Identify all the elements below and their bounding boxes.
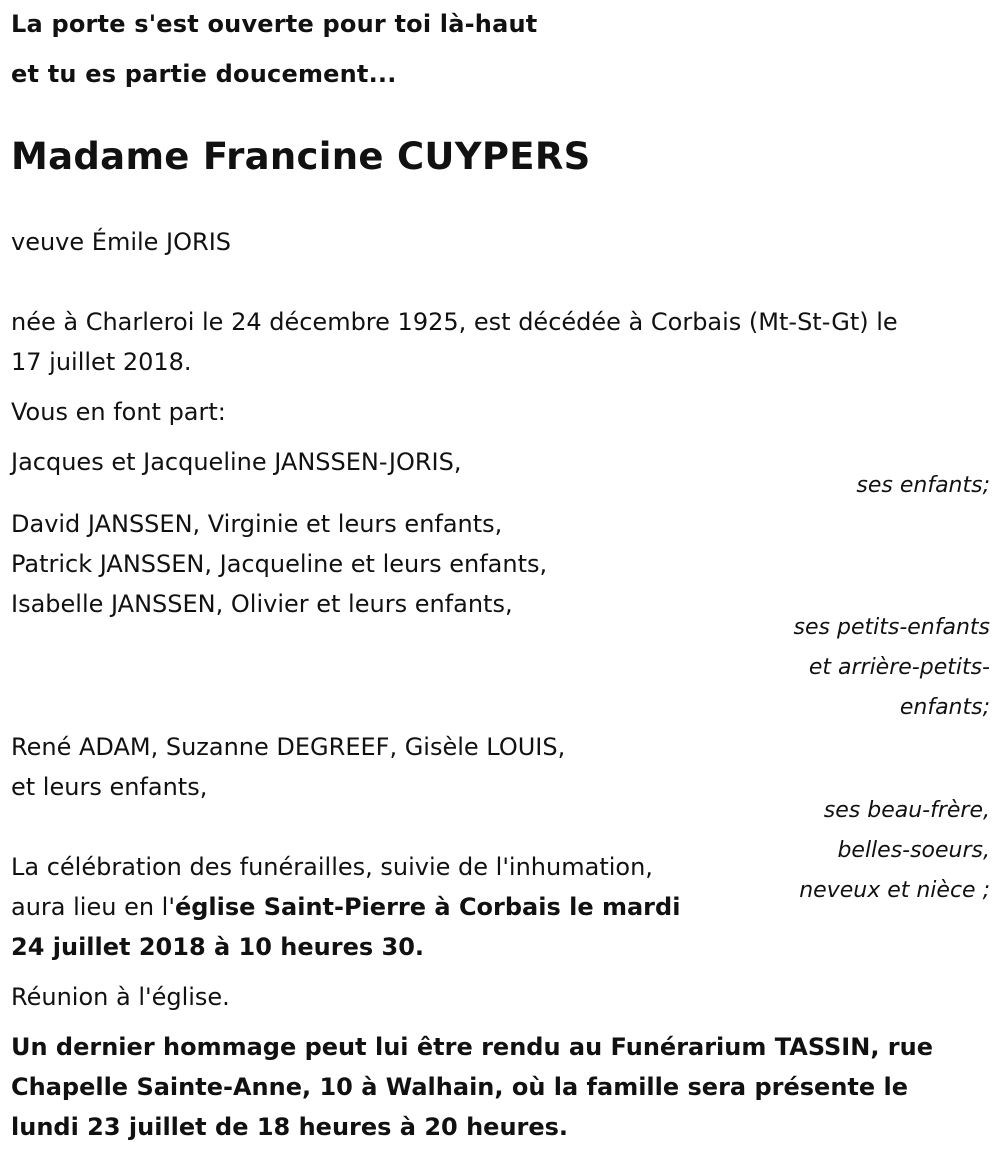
inlaws-relation (799, 791, 990, 911)
relation-line: ses petits-enfants (793, 615, 990, 640)
birth-death-line-2: 17 juillet 2018. (11, 348, 192, 376)
announce-line: Vous en font part: (11, 398, 226, 426)
relation-line: ses enfants; (856, 473, 990, 498)
children-name: Jacques et Jacqueline JANSSEN-JORIS, (11, 448, 462, 476)
deceased-name: Madame Francine CUYPERS (11, 135, 591, 178)
intro-line-1: La porte s'est ouverte pour toi là-haut (11, 10, 538, 38)
relation-line: belles-soeurs, (837, 838, 990, 863)
grandchildren-name-3: Isabelle JANSSEN, Olivier et leurs enfants, (11, 590, 513, 618)
spouse-line: veuve Émile JORIS (11, 228, 232, 256)
funeral-line-1: La célébration des funérailles, suivie de l'inhumation, (11, 853, 653, 881)
funeral-line-2 (11, 887, 680, 927)
homage-line-2: Chapelle Sainte-Anne, 10 à Walhain, où la famille sera présente le (11, 1073, 909, 1101)
children-relation (856, 466, 990, 506)
funeral-datetime: 24 juillet 2018 à 10 heures 30. (11, 933, 425, 961)
grandchildren-name-2: Patrick JANSSEN, Jacqueline et leurs enfants, (11, 550, 548, 578)
inlaws-name-2: et leurs enfants, (11, 773, 208, 801)
inlaws-name-1: René ADAM, Suzanne DEGREEF, Gisèle LOUIS, (11, 733, 566, 761)
homage-line-3: lundi 23 juillet de 18 heures à 20 heures. (11, 1113, 569, 1141)
relation-line: ses beau-frère, (823, 798, 990, 823)
reunion-line: Réunion à l'église. (11, 983, 230, 1011)
birth-death-line-1: née à Charleroi le 24 décembre 1925, est décédée à Corbais (Mt-St-Gt) le (11, 308, 898, 336)
funeral-location: église Saint-Pierre à Corbais le mardi (174, 893, 681, 921)
relation-line: et arrière-petits- (808, 655, 990, 680)
relation-line: enfants; (899, 695, 990, 720)
homage-line-1: Un dernier hommage peut lui être rendu au Funérarium TASSIN, rue (11, 1033, 933, 1061)
relation-line: neveux et nièce ; (799, 878, 990, 903)
grandchildren-name-1: David JANSSEN, Virginie et leurs enfants, (11, 510, 503, 538)
intro-line-2: et tu es partie doucement... (11, 60, 397, 88)
grandchildren-relation (794, 608, 990, 728)
funeral-line-2-prefix: aura lieu en l' (11, 893, 175, 921)
